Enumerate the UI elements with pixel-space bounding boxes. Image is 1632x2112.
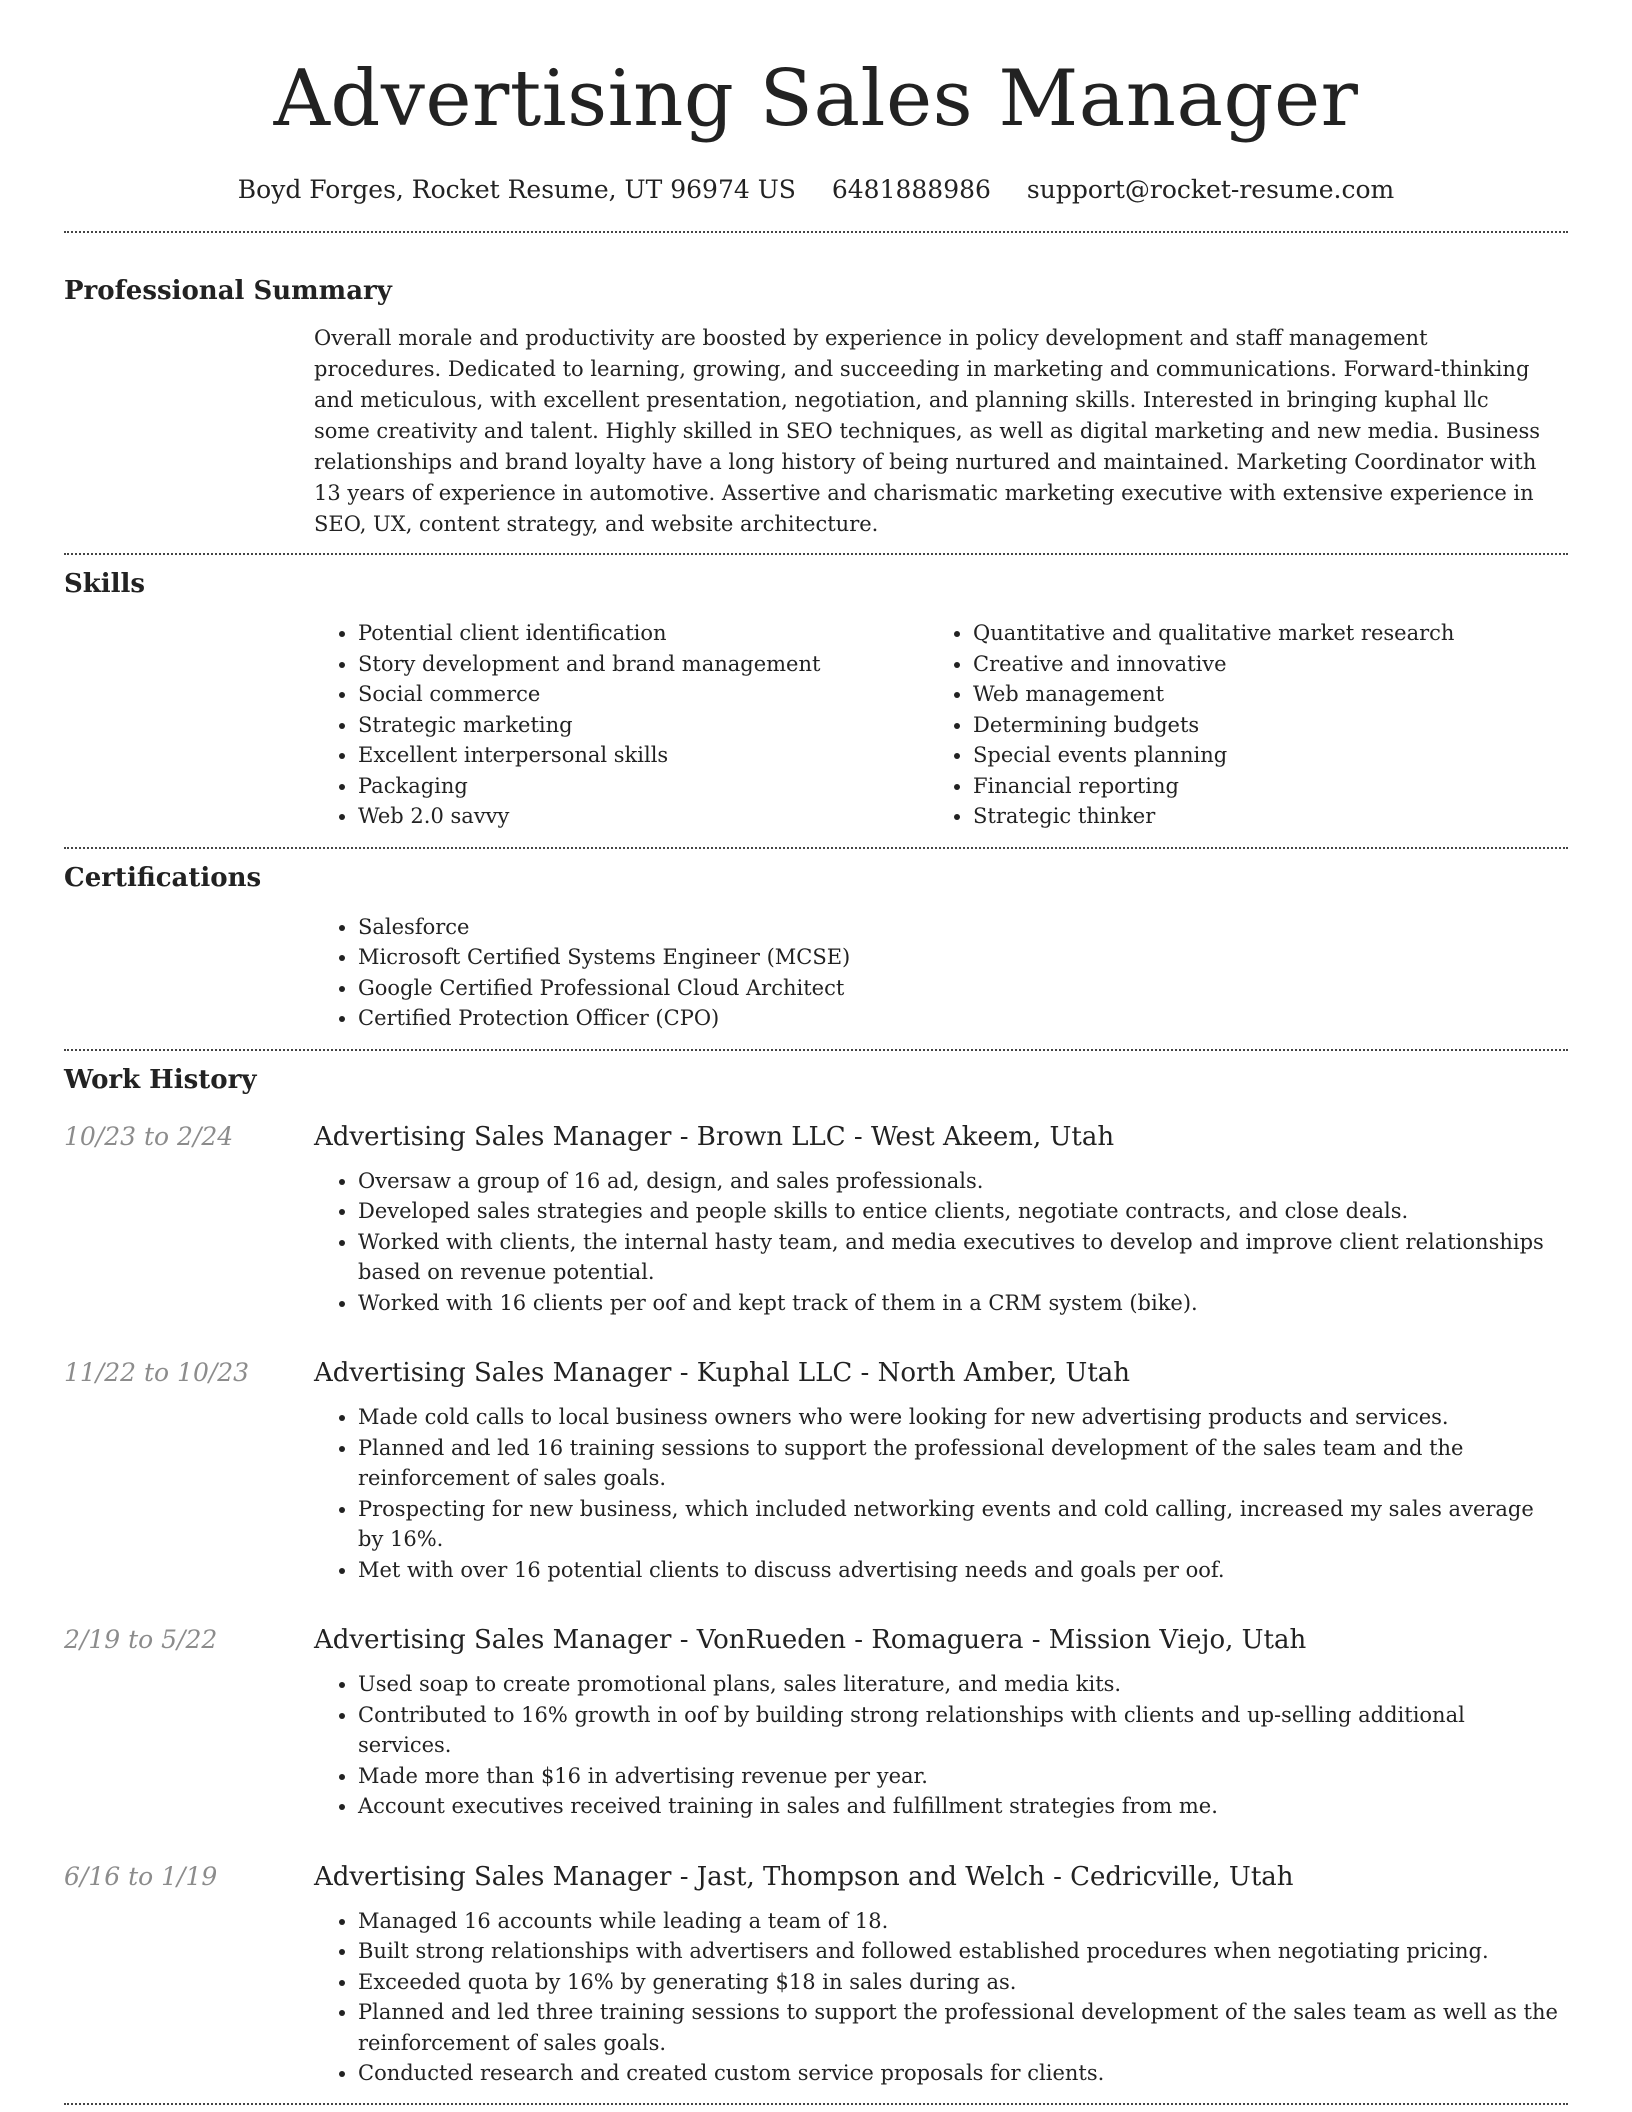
list-item: • Developed sales strategies and people skills to entice clients, negotiate contracts, and close deals. [358,1196,1568,1227]
job-header [64,1623,1568,1657]
resume-title: Advertising Sales Manager [273,54,1359,144]
section-divider [64,231,1568,233]
contact-email: support@rocket-resume.com [1026,175,1395,204]
list-item: • Google Certified Professional Cloud Architect [358,973,1568,1004]
list-item: • Excellent interpersonal skills [358,740,929,771]
list-item: • Quantitative and qualitative market research [973,618,1544,649]
list-item: • Potential client identification [358,618,929,649]
job-heading: Advertising Sales Manager - VonRueden - Romaguera - Mission Viejo, Utah [314,1625,1307,1655]
list-item: • Financial reporting [973,771,1544,802]
list-item: • Contributed to 16% growth in oof by building strong relationships with clients and up-selling additional services. [358,1700,1568,1761]
job-header [64,1120,1568,1154]
job-bullets [314,1669,1568,1822]
job-header [64,1356,1568,1390]
list-item: • Salesforce [358,912,1568,943]
job-dates: 11/22 to 10/23 [64,1358,250,1387]
job-heading: Advertising Sales Manager - Kuphal LLC - North Amber, Utah [314,1358,1131,1388]
list-item: • Web management [973,679,1544,710]
list-item: • Web 2.0 savvy [358,801,929,832]
list-item: • Packaging [358,771,929,802]
list-item: • Oversaw a group of 16 ad, design, and sales professionals. [358,1166,1568,1197]
contact-phone: 6481888986 [831,175,991,204]
job-dates: 10/23 to 2/24 [64,1121,234,1151]
list-item: • Determining budgets [973,710,1544,741]
job-header [64,1860,1568,1894]
job-heading: Advertising Sales Manager - Brown LLC - West Akeem, Utah [314,1121,1115,1152]
list-item: • Made cold calls to local business owners who were looking for new advertising products and services. [358,1402,1568,1433]
job-bullets [314,1906,1568,2089]
list-item: • Social commerce [358,679,929,710]
summary-heading: Professional Summary [64,276,392,306]
certifications-section [64,860,1568,1034]
list-item: • Story development and brand management [358,649,929,680]
section-divider [64,1049,1568,1051]
skills-list-left [314,618,929,832]
job-entry [64,1120,1568,1319]
list-item: • Worked with 16 clients per oof and kept track of them in a CRM system (bike). [358,1288,1568,1319]
job-entry [64,1623,1568,1822]
list-item: • Strategic marketing [358,710,929,741]
list-item: • Microsoft Certified Systems Engineer (MCSE) [358,942,1568,973]
job-dates: 6/16 to 1/19 [64,1861,218,1891]
section-divider [64,553,1568,555]
skills-columns [314,618,1568,832]
job-entry [64,1860,1568,2089]
summary-section [64,273,1568,540]
list-item: • Met with over 16 potential clients to discuss advertising needs and goals per oof. [358,1555,1568,1586]
summary-text: Overall morale and productivity are boosted by experience in policy development and staff management procedures. Dedicated to learning, growing, and succeeding in marketing and communications. Forward-thinking and meticulous, with excellent presentation, negotiation, and planning skills. Interested in bringing kuphal llc some creativity and talent. Highly skilled in SEO techniques, as well as digital marketing and new media. Business relationships and brand loyalty have a long history of being nurtured and maintained. Marketing Coordinator with 13 years of experience in automotive. Assertive and charismatic marketing executive with extensive experience in SEO, UX, content strategy, and website architecture. [314,326,1541,536]
job-heading: Advertising Sales Manager - Jast, Thompson and Welch - Cedricville, Utah [314,1861,1294,1892]
list-item: • Special events planning [973,740,1544,771]
skills-heading: Skills [64,569,146,599]
list-item: • Strategic thinker [973,801,1544,832]
certifications-list [314,912,1568,1034]
job-dates: 2/19 to 5/22 [64,1625,218,1654]
list-item: • Worked with clients, the internal hasty team, and media executives to develop and improve client relationships based on revenue potential. [358,1227,1568,1288]
list-item: • Managed 16 accounts while leading a team of 18. [358,1906,1568,1937]
list-item: • Planned and led 16 training sessions to support the professional development of the sales team and the reinforcement of sales goals. [358,1433,1568,1494]
list-item: • Account executives received training in sales and fulfillment strategies from me. [358,1791,1568,1822]
list-item: • Conducted research and created custom service proposals for clients. [358,2058,1568,2089]
list-item: • Built strong relationships with advertisers and followed established procedures when negotiating pricing. [358,1936,1568,1967]
list-item: • Exceeded quota by 16% by generating $18 in sales during as. [358,1967,1568,1998]
skills-list-right [929,618,1544,832]
work-history-section [64,1062,1568,2089]
list-item: • Used soap to create promotional plans, sales literature, and media kits. [358,1669,1568,1700]
list-item: • Certified Protection Officer (CPO) [358,1003,1568,1034]
work-history-heading: Work History [64,1064,257,1095]
list-item: • Creative and innovative [973,649,1544,680]
list-item: • Prospecting for new business, which included networking events and cold calling, increased my sales average by 16%. [358,1494,1568,1555]
contact-line [64,172,1568,208]
job-bullets [314,1402,1568,1585]
skills-section [64,566,1568,832]
contact-address: Boyd Forges, Rocket Resume, UT 96974 US [237,175,796,204]
section-divider [64,847,1568,849]
list-item: • Planned and led three training sessions to support the professional development of the sales team as well as the reinforcement of sales goals. [358,1997,1568,2058]
list-item: • Made more than $16 in advertising revenue per year. [358,1761,1568,1792]
job-entry [64,1356,1568,1585]
certifications-heading: Certifications [64,862,262,893]
resume-page [64,0,1568,2112]
job-bullets [314,1166,1568,1319]
section-divider [64,2103,1568,2105]
